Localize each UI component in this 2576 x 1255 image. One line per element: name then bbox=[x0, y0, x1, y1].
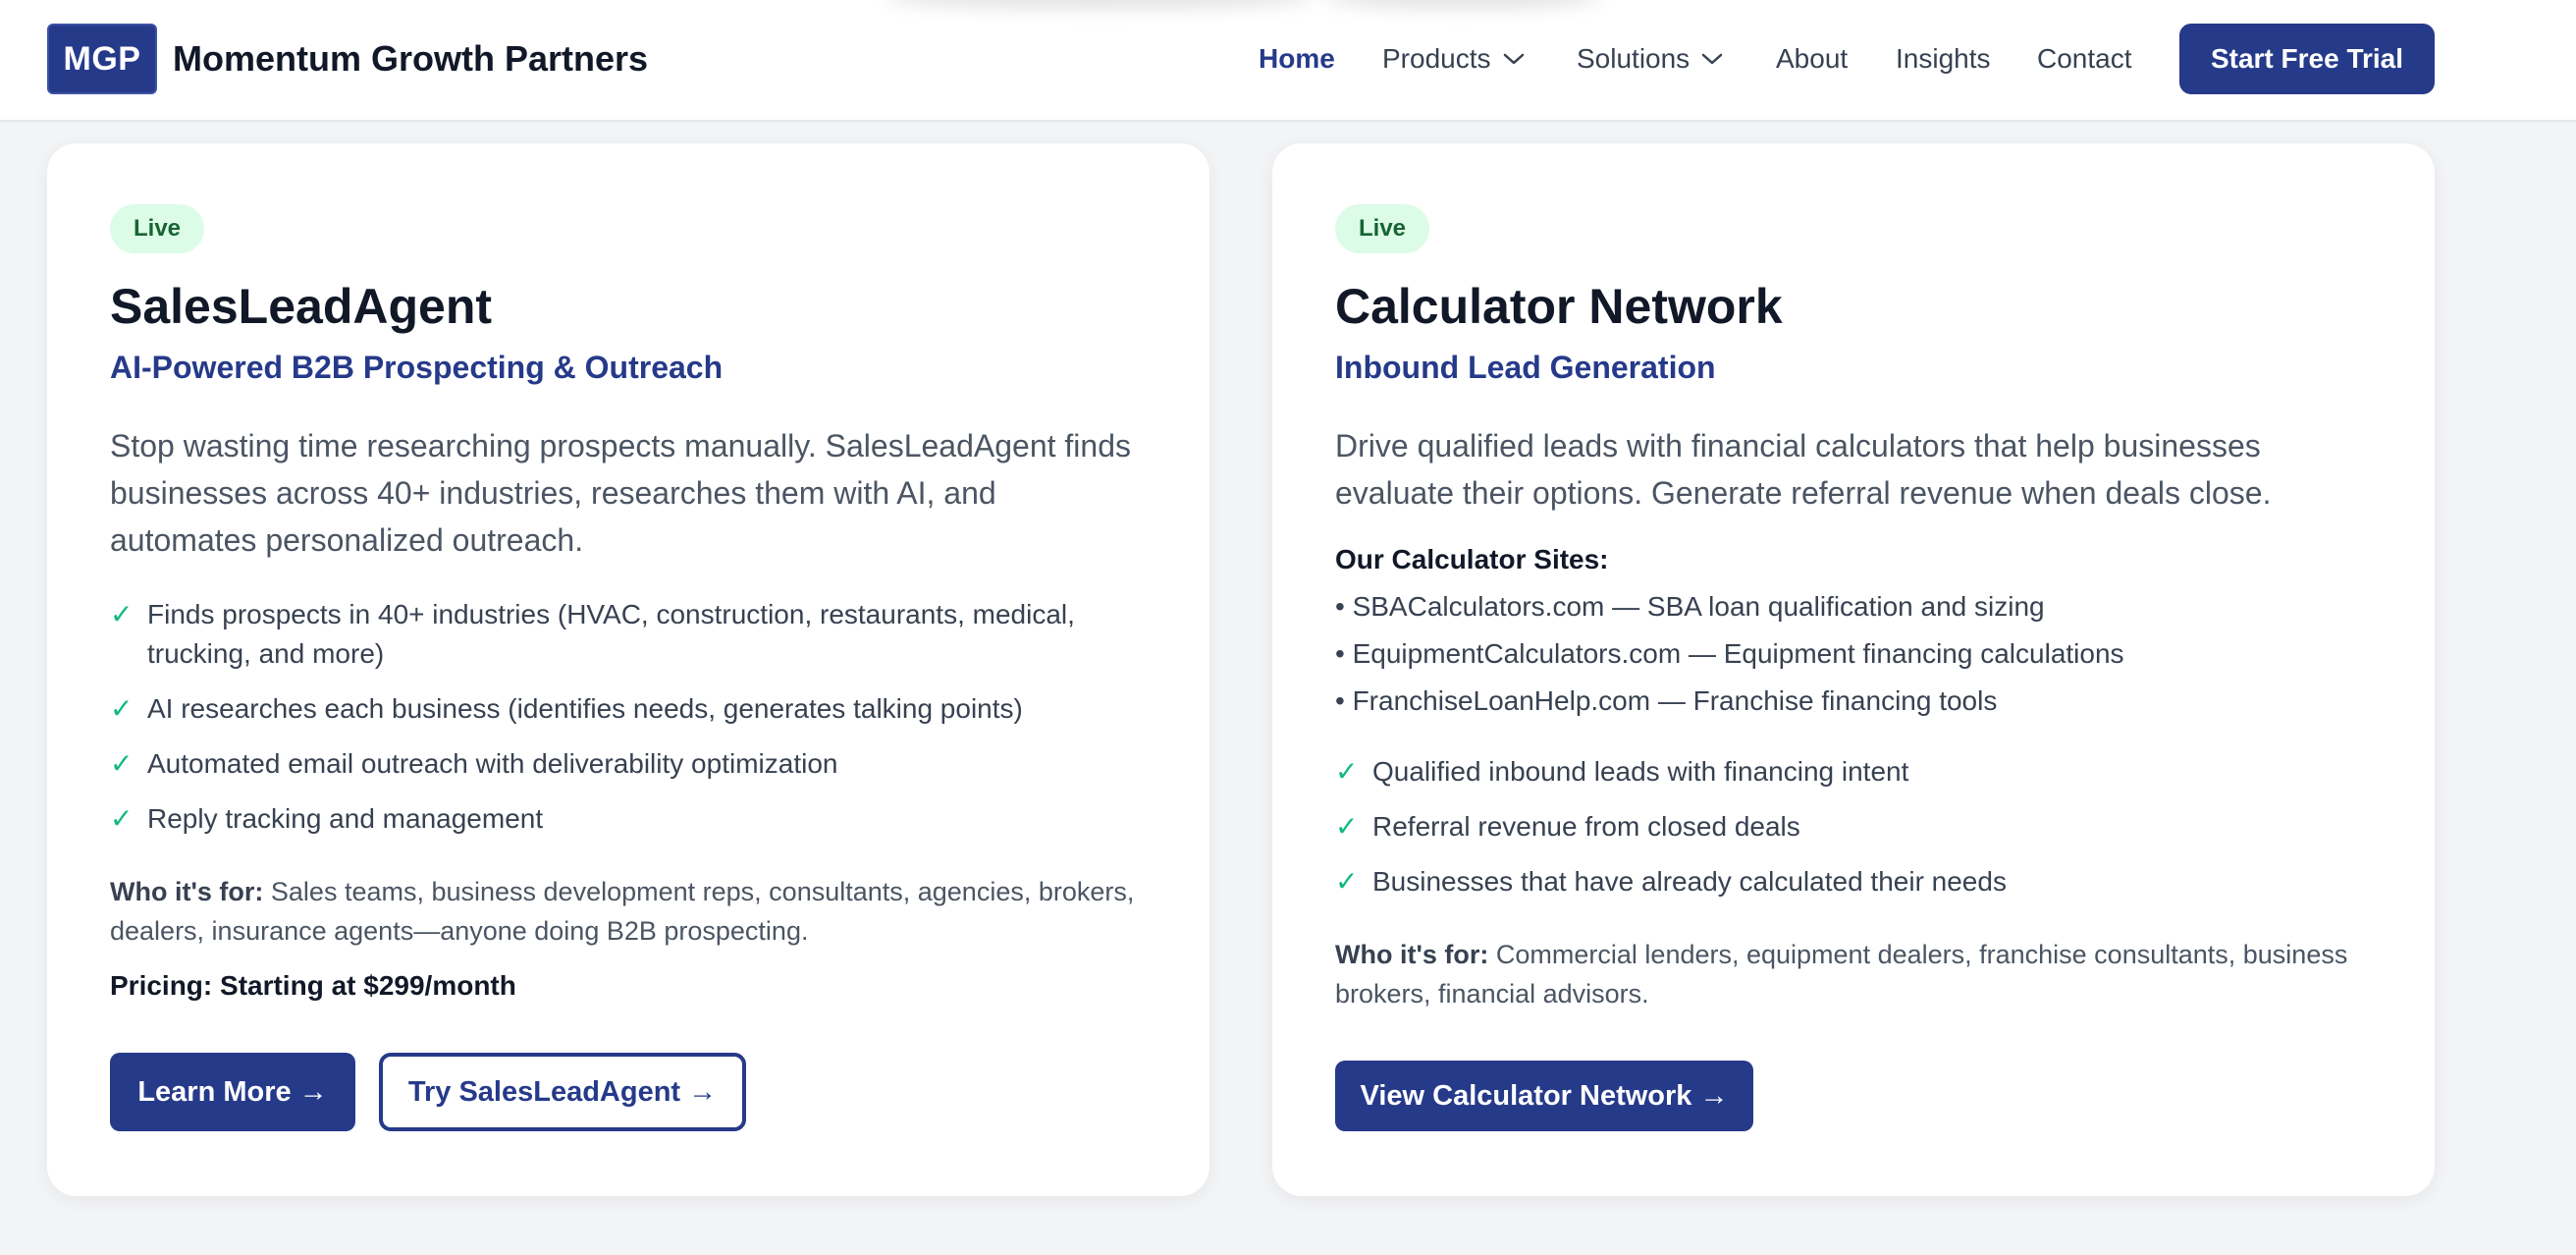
feature-list bbox=[110, 595, 1151, 854]
view-calculator-network-button[interactable]: View Calculator Network → bbox=[1335, 1061, 1753, 1131]
card-description: Stop wasting time researching prospects manually. SalesLeadAgent finds businesses across 40+ industries, researches them with AI, and automates personalized outreach. bbox=[110, 428, 1131, 558]
brand-name[interactable]: Momentum Growth Partners bbox=[173, 38, 649, 79]
nav-home[interactable] bbox=[1259, 35, 1335, 82]
list-item bbox=[110, 799, 1151, 839]
list-item bbox=[1335, 807, 2376, 846]
site-item: • FranchiseLoanHelp.com — Franchise financing tools bbox=[1335, 685, 1998, 716]
card-subtitle: Inbound Lead Generation bbox=[1335, 350, 1716, 385]
header-shadow bbox=[1325, 0, 1600, 10]
sites-heading: Our Calculator Sites: bbox=[1335, 544, 1609, 574]
audience-value: Commercial lenders, equipment dealers, franchise consultants, business brokers, financial advisors. bbox=[1335, 940, 2348, 1009]
status-badge: Live bbox=[1335, 204, 1429, 253]
calculator-sites-list bbox=[1335, 587, 2124, 729]
feature-text: Businesses that have already calculated their needs bbox=[1372, 866, 2007, 897]
site-item: • SBACalculators.com — SBA loan qualification and sizing bbox=[1335, 591, 2045, 622]
feature-text: Referral revenue from closed deals bbox=[1372, 811, 1800, 842]
card-subtitle: AI-Powered B2B Prospecting & Outreach bbox=[110, 350, 724, 385]
checkmark-icon: ✓ bbox=[1335, 866, 1359, 897]
nav-about[interactable] bbox=[1776, 35, 1848, 82]
nav-label: Contact bbox=[2037, 43, 2132, 74]
checkmark-icon: ✓ bbox=[110, 748, 134, 779]
chevron-down-icon bbox=[1701, 52, 1723, 66]
nav-solutions[interactable] bbox=[1577, 35, 1723, 82]
card-title: SalesLeadAgent bbox=[110, 279, 493, 334]
chevron-down-icon bbox=[1503, 52, 1525, 66]
checkmark-icon: ✓ bbox=[110, 803, 134, 834]
list-item bbox=[110, 689, 1151, 729]
checkmark-icon: ✓ bbox=[1335, 811, 1359, 842]
audience-value: Sales teams, business development reps, consultants, agencies, brokers, dealers, insurance agents—anyone doing B2B prospecting. bbox=[110, 877, 1135, 946]
feature-list bbox=[1335, 752, 2376, 917]
list-item bbox=[110, 595, 1151, 674]
nav-label: About bbox=[1776, 43, 1849, 74]
card-description: Drive qualified leads with financial calculators that help businesses evaluate their options. Generate referral revenue when deals close. bbox=[1335, 428, 2272, 511]
audience-label: Who it's for: bbox=[110, 877, 264, 906]
feature-text: AI researches each business (identifies needs, generates talking points) bbox=[147, 693, 1023, 724]
feature-text: Automated email outreach with deliverability optimization bbox=[147, 748, 838, 779]
learn-more-button[interactable]: Learn More → bbox=[110, 1053, 355, 1131]
checkmark-icon: ✓ bbox=[110, 599, 134, 629]
start-free-trial-button[interactable]: Start Free Trial bbox=[2179, 24, 2435, 94]
audience-text bbox=[1335, 935, 2376, 1013]
feature-text: Reply tracking and management bbox=[147, 803, 544, 834]
checkmark-icon: ✓ bbox=[110, 693, 134, 724]
nav-products[interactable] bbox=[1382, 35, 1525, 82]
nav-label: Home bbox=[1259, 43, 1335, 74]
audience-text bbox=[110, 872, 1151, 951]
list-item bbox=[110, 744, 1151, 784]
nav-label: Insights bbox=[1896, 43, 1991, 74]
try-salesleadagent-button[interactable]: Try SalesLeadAgent → bbox=[379, 1053, 746, 1131]
header-shadow bbox=[884, 0, 1315, 10]
checkmark-icon: ✓ bbox=[1335, 756, 1359, 787]
pricing-text: Pricing: Starting at $299/month bbox=[110, 970, 516, 1001]
card-title: Calculator Network bbox=[1335, 279, 1783, 334]
nav-label: Solutions bbox=[1577, 43, 1690, 74]
list-item bbox=[1335, 752, 2376, 791]
site-header bbox=[0, 0, 2576, 122]
nav-insights[interactable] bbox=[1896, 35, 1991, 82]
logo[interactable]: MGP bbox=[47, 24, 157, 94]
product-card-calculator-network bbox=[1272, 143, 2435, 1196]
nav-label: Products bbox=[1382, 43, 1491, 74]
audience-label: Who it's for: bbox=[1335, 940, 1489, 969]
feature-text: Qualified inbound leads with financing intent bbox=[1372, 756, 1909, 787]
site-item: • EquipmentCalculators.com — Equipment financing calculations bbox=[1335, 638, 2124, 669]
feature-text: Finds prospects in 40+ industries (HVAC, construction, restaurants, medical, trucking, and more) bbox=[147, 599, 1075, 669]
nav-contact[interactable] bbox=[2037, 35, 2132, 82]
product-card-salesleadagent bbox=[47, 143, 1209, 1196]
list-item bbox=[1335, 862, 2376, 901]
status-badge: Live bbox=[110, 204, 204, 253]
